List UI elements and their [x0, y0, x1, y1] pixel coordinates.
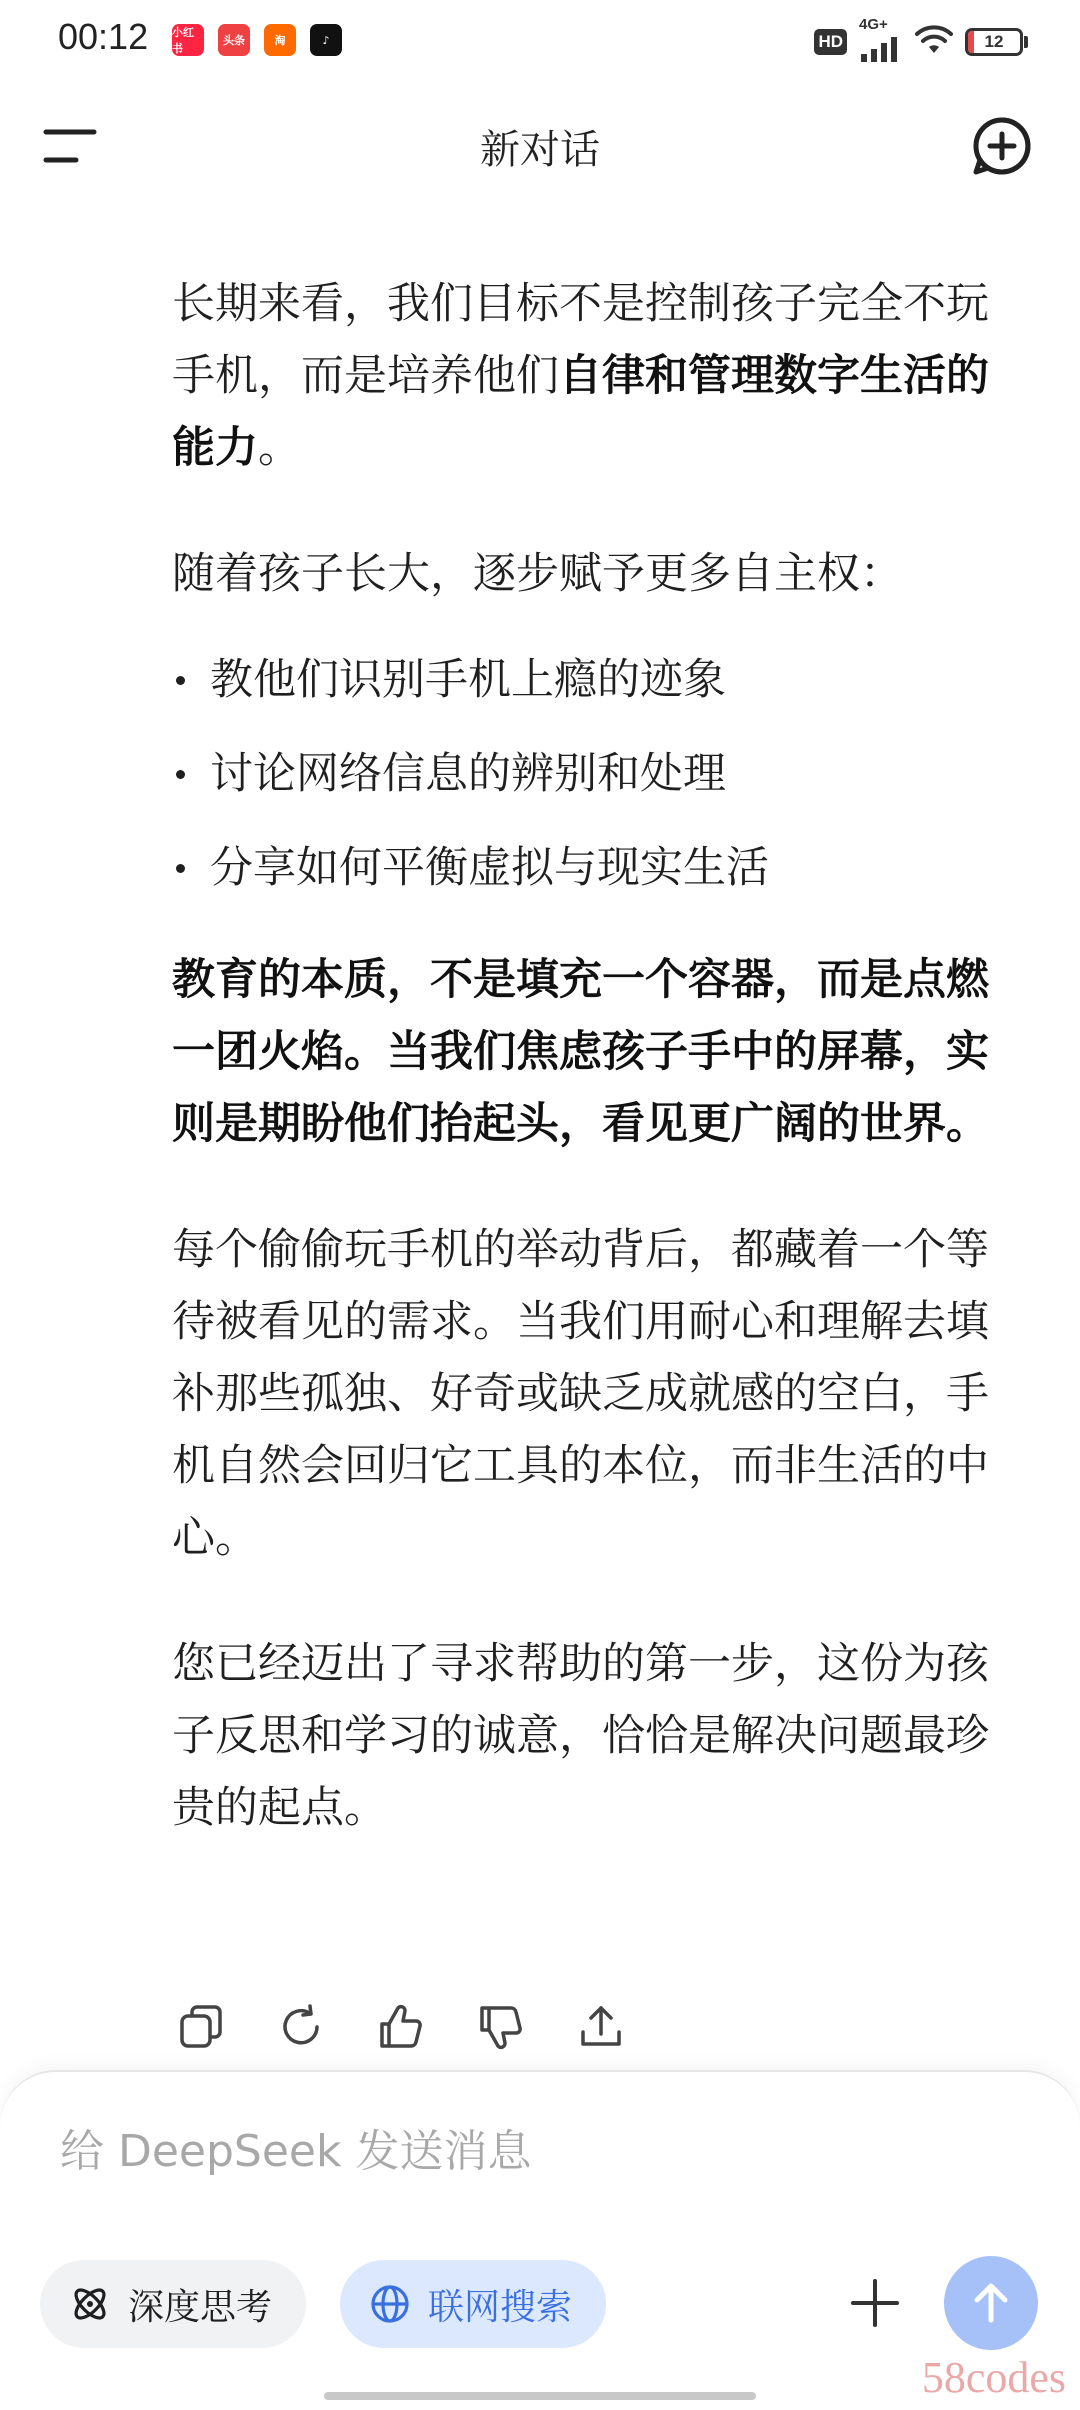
share-icon: [576, 2002, 626, 2052]
arrow-up-icon: [966, 2278, 1016, 2328]
wifi-icon: [915, 25, 953, 59]
hd-badge: HD: [814, 29, 847, 55]
battery-icon: [965, 28, 1028, 56]
message-bold-text: 教育的本质，不是填充一个容器，而是点燃一团火焰。当我们焦虑孩子手中的屏幕，实则是期盼他们抬起头，看见更广阔的世界。: [172, 955, 989, 1149]
message-paragraph: 您已经迈出了寻求帮助的第一步，这份为孩子反思和学习的诚意，恰恰是解决问题最珍贵的起点。: [172, 1639, 989, 1833]
message-bold-text: 自律和管理数字生活的能力: [172, 351, 989, 473]
copy-button[interactable]: [172, 1998, 230, 2056]
new-chat-button[interactable]: [970, 114, 1034, 178]
network-label: 4G+: [859, 16, 888, 33]
message-input[interactable]: [58, 2110, 962, 2192]
toutiao-icon: 头条: [218, 24, 250, 56]
message-text: 长期来看，我们目标不是控制孩子完全不玩手机，而是培养他们: [172, 279, 989, 401]
regenerate-icon: [276, 2002, 326, 2052]
xiaohongshu-icon: 小红书: [172, 24, 204, 56]
list-item: 分享如何平衡虚拟与现实生活: [172, 832, 1020, 904]
like-button[interactable]: [372, 1998, 430, 2056]
globe-icon: [368, 2282, 412, 2326]
tiktok-icon: ♪: [310, 24, 342, 56]
message-paragraph: 每个偷偷玩手机的举动背后，都藏着一个等待被看见的需求。当我们用耐心和理解去填补那些孤独、好奇或缺乏成就感的空白，手机自然会回归它工具的本位，而非生活的中心。: [172, 1225, 989, 1563]
new-chat-icon: [970, 114, 1034, 178]
attach-button[interactable]: [840, 2268, 910, 2338]
plus-icon: [847, 2275, 903, 2331]
thumbs-down-icon: [476, 2002, 526, 2052]
message-paragraph: 随着孩子长大，逐步赋予更多自主权：: [172, 549, 903, 599]
web-search-toggle[interactable]: [340, 2260, 606, 2348]
atom-icon: [68, 2282, 112, 2326]
message-paragraph: [172, 944, 1020, 1160]
message-actions: [172, 1998, 630, 2056]
watermark: 58codes: [921, 2353, 1066, 2402]
status-time: 00:12: [58, 16, 149, 57]
list-item: 教他们识别手机上瘾的迹象: [172, 644, 1020, 716]
signal-icon: [859, 16, 903, 62]
bullet-list: [172, 644, 1020, 904]
notification-icons: [172, 24, 342, 56]
message-composer: [0, 2070, 1080, 2410]
assistant-message: [172, 268, 1020, 1898]
status-right: [814, 16, 1028, 62]
regenerate-button[interactable]: [272, 1998, 330, 2056]
deep-think-label: 深度思考: [128, 2286, 273, 2328]
taobao-icon: 淘: [264, 24, 296, 56]
message-text: 。: [258, 423, 301, 473]
page-title: 新对话: [480, 127, 600, 173]
copy-icon: [176, 2002, 226, 2052]
thumbs-up-icon: [376, 2002, 426, 2052]
web-search-label: 联网搜索: [428, 2286, 573, 2328]
chat-header: [0, 96, 1080, 196]
status-bar: [0, 0, 1080, 84]
dislike-button[interactable]: [472, 1998, 530, 2056]
battery-level: 12: [984, 32, 1004, 51]
message-paragraph: [172, 268, 1020, 484]
send-button[interactable]: [944, 2256, 1038, 2350]
home-indicator[interactable]: [324, 2392, 756, 2400]
list-item: 讨论网络信息的辨别和处理: [172, 738, 1020, 810]
deep-think-toggle[interactable]: [40, 2260, 306, 2348]
share-button[interactable]: [572, 1998, 630, 2056]
